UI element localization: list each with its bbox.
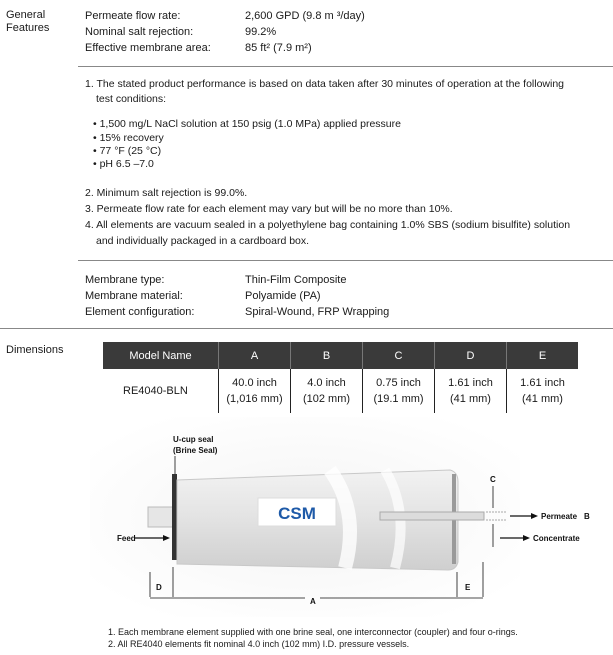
permeate-label: Permeate — [541, 512, 578, 521]
permeate-tube — [380, 512, 484, 520]
membrane-area-value: 85 ft² (7.9 m²) — [245, 42, 312, 54]
feed-label: Feed — [117, 534, 136, 543]
membrane-area-label: Effective membrane area: — [85, 42, 211, 54]
footnote-1: 1. Each membrane element supplied with one brine seal, one interconnector (coupler) and four o-rings. — [108, 627, 518, 637]
section-divider — [0, 328, 613, 329]
salt-rejection-label: Nominal salt rejection: — [85, 26, 194, 38]
dim-d-mm: (41 mm) — [450, 393, 491, 405]
brine-seal — [172, 474, 177, 560]
dim-a-mm: (1,016 mm) — [226, 393, 283, 405]
dim-a-label: A — [310, 597, 316, 606]
dim-c-inch: 0.75 inch — [376, 377, 421, 389]
dim-b-cell — [291, 369, 363, 413]
dim-d-inch: 1.61 inch — [448, 377, 493, 389]
dim-c-mm: (19.1 mm) — [373, 393, 424, 405]
permeate-flow-value: 2,600 GPD (9.8 m ³/day) — [245, 10, 365, 22]
permeate-flow-label: Permeate flow rate: — [85, 10, 181, 22]
section-label-features: Features — [6, 22, 50, 34]
csm-logo: CSM — [278, 504, 316, 523]
dim-a-cell — [219, 369, 291, 413]
membrane-material-label: Membrane material: — [85, 290, 183, 302]
element-configuration-value: Spiral-Wound, FRP Wrapping — [245, 306, 390, 318]
dim-c-label: C — [490, 475, 496, 484]
note-4-line-2: and individually packaged in a cardboard box. — [96, 235, 310, 247]
column-header-c: C — [363, 342, 435, 369]
note-2: 2. Minimum salt rejection is 99.0%. — [85, 187, 248, 199]
divider — [78, 260, 613, 261]
dim-e-cell — [507, 369, 579, 413]
condition-bullet: • 15% recovery — [93, 132, 164, 144]
note-1-line-2: test conditions: — [96, 93, 167, 105]
u-cup-seal-label: U-cup seal — [173, 435, 214, 444]
element-configuration-label: Element configuration: — [85, 306, 195, 318]
concentrate-arrowhead — [523, 535, 530, 541]
dim-a-inch: 40.0 inch — [232, 377, 277, 389]
membrane-type-value: Thin-Film Composite — [245, 274, 347, 286]
dim-e-mm: (41 mm) — [522, 393, 563, 405]
dim-e-label: E — [465, 583, 471, 592]
column-header-d: D — [435, 342, 507, 369]
model-cell: RE4040-BLN — [103, 369, 219, 413]
divider — [78, 66, 613, 67]
condition-bullet: • 77 °F (25 °C) — [93, 145, 162, 157]
membrane-type-label: Membrane type: — [85, 274, 165, 286]
dim-e-inch: 1.61 inch — [520, 377, 565, 389]
column-header-a: A — [219, 342, 291, 369]
membrane-material-value: Polyamide (PA) — [245, 290, 321, 302]
salt-rejection-value: 99.2% — [245, 26, 277, 38]
dim-c-cell — [363, 369, 435, 413]
dim-d-label: D — [156, 583, 162, 592]
table-row — [103, 369, 578, 413]
section-label-general: General — [6, 9, 46, 21]
dim-d-cell — [435, 369, 507, 413]
concentrate-label: Concentrate — [533, 534, 580, 543]
note-1-line-1: 1. The stated product performance is based on data taken after 30 minutes of operation at the following — [85, 78, 565, 90]
footnote-2: 2. All RE4040 elements fit nominal 4.0 inch (102 mm) I.D. pressure vessels. — [108, 639, 410, 649]
condition-bullet: • pH 6.5 –7.0 — [93, 158, 154, 170]
permeate-arrowhead — [531, 513, 538, 519]
brine-seal-label: (Brine Seal) — [173, 446, 218, 455]
condition-bullet: • 1,500 mg/L NaCl solution at 150 psig (1.0 MPa) applied pressure — [93, 118, 401, 130]
dim-b-mm: (102 mm) — [302, 393, 351, 405]
column-header-b: B — [291, 342, 363, 369]
feed-tube — [148, 507, 176, 527]
dim-b-label: B — [584, 512, 590, 521]
column-header-model: Model Name — [103, 342, 219, 369]
note-4-line-1: 4. All elements are vacuum sealed in a polyethylene bag containing 1.0% SBS (sodium bisulfite) solution — [85, 219, 571, 231]
dim-b-inch: 4.0 inch — [307, 377, 346, 389]
column-header-e: E — [507, 342, 579, 369]
membrane-element-diagram — [0, 412, 613, 622]
note-3: 3. Permeate flow rate for each element may vary but will be no more than 10%. — [85, 203, 453, 215]
dimensions-table — [103, 342, 578, 413]
section-label-dimensions: Dimensions — [6, 344, 64, 356]
